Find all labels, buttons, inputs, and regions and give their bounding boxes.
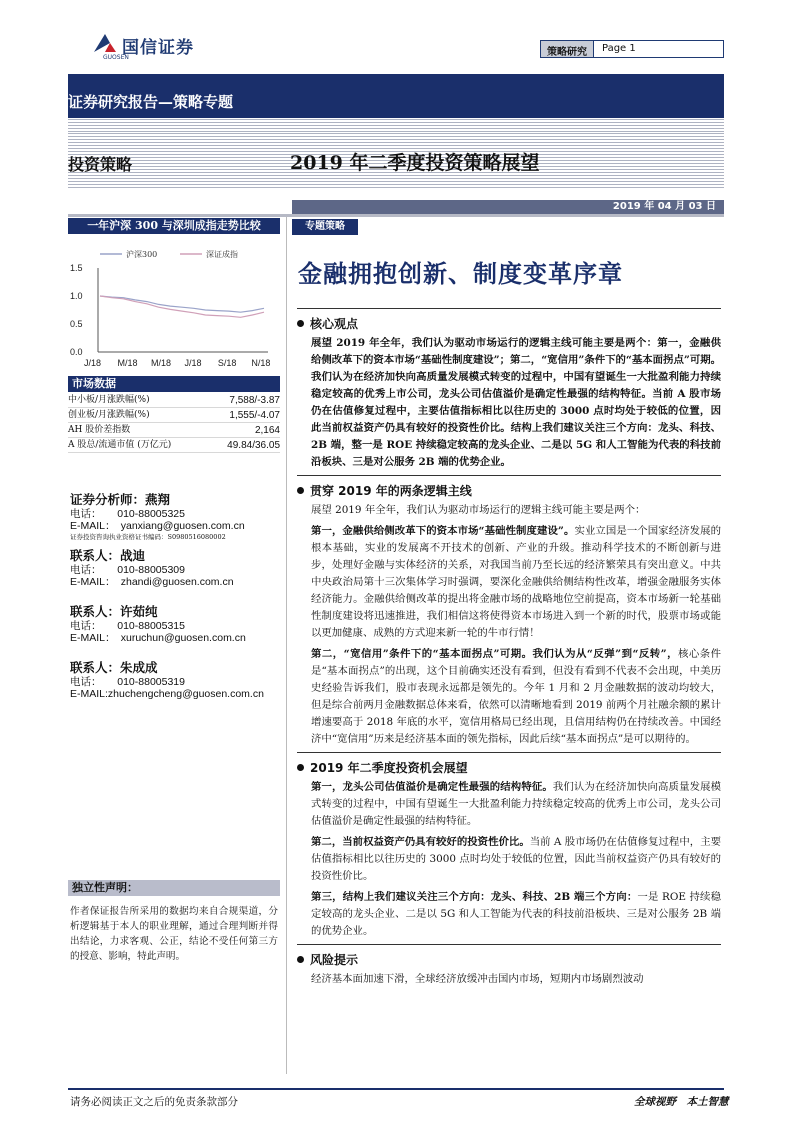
company-logo-sub: GUOSEN (103, 54, 129, 61)
footer-disclaimer: 请务必阅读正文之后的免责条款部分 (70, 1096, 238, 1108)
paragraph-text: 一是 ROE 持续稳定较高的龙头企业、二是以 5G 和人工智能为代表的科技前沿板块、三是对公服务 2B 端的优势企业。 (311, 891, 721, 937)
body-paragraph (297, 834, 721, 885)
market-row (68, 393, 280, 408)
analyst-role: 联系人： (70, 548, 121, 563)
analyst-email[interactable]: E-MAIL： xuruchun@guosen.com.cn (70, 632, 246, 644)
body-paragraph (297, 523, 721, 642)
paragraph-lead: 第一，金融供给侧改革下的资本市场“基础性制度建设”。 (311, 525, 575, 537)
paragraph-lead: 第二，当前权益资产仍具有较好的投资性价比。 (311, 836, 530, 848)
header-tag-box (540, 40, 724, 58)
analyst-phone: 电话： 010-88005325 (70, 508, 185, 520)
paragraph-text: 实业立国是一个国家经济发展的根本基础，实业的发展离不开技术的创新、产业的升级。推动科学技术的不断创新与进步，处理好金融与实体经济的关系，对我国当前乃至长远的经济繁荣具有突出意义。中共中央政治局第十三次集体学习时强调，要深化金融供给侧结构性改革，增强金融服务实体经济能力。金融供给侧改革的提出将金融市场的战略地位空前提高，资本市场新一轮基础性制度建设将迅速推进，我们相信这将使得资本市场进入到一个新的时代，股票市场或能以更加健康、成熟的方式迎来新一轮的牛市行情！ (311, 525, 722, 639)
analyst-cert: 证券投资咨询执业资格证书编码：S0980516080002 (70, 533, 226, 541)
market-row (68, 438, 280, 453)
guosen-logo-icon (94, 34, 116, 52)
chart-legend-label: 深证成指 (206, 250, 238, 259)
section-heading (297, 752, 721, 776)
market-data-title: 市场数据 (68, 376, 280, 392)
analyst-phone: 电话： 010-88005315 (70, 620, 185, 632)
bullet-icon (297, 764, 304, 771)
body-paragraph (297, 779, 721, 830)
analyst-name (70, 490, 286, 508)
section-heading (297, 308, 721, 332)
market-data-table (68, 393, 280, 453)
analyst-block (70, 490, 286, 542)
topic-tag: 专题策略 (292, 219, 358, 235)
chart-series-line (100, 296, 264, 312)
paragraph-text: 核心条件是“基本面拐点”的出现，这个目前确实还没有看到，但没有看到不代表不会出现，中美历史经验告诉我们，股市表现永远都是领先的。今年 1 月和 2 月金融数据的波动均较大，但是综合前两月金融数据总体来看，依然可以清晰地看到 2019 前两个月社融余额的累计增速要高于 2018 年底的水平，宽信用格局已经出现，且信用结构仍在持续改善。中国经济中“宽信用”历来是经济基本面的领先指标，因此后续“基本面拐点”是可以期待的。 (311, 648, 722, 745)
analyst-name (70, 658, 286, 676)
chart-x-tick-label: N/18 (251, 358, 271, 368)
analyst-name-text: 燕翔 (145, 492, 171, 507)
company-logo-text: 国信证券 (122, 38, 194, 58)
section-label: 投资策略 (68, 155, 133, 174)
section-heading-text: 风险提示 (310, 953, 359, 967)
chart-y-tick-label: 1.5 (70, 263, 83, 273)
report-title: 2019 年二季度投资策略展望 (290, 152, 540, 174)
section-heading-text: 贯穿 2019 年的两条逻辑主线 (310, 484, 472, 498)
chart-x-tick-label: J/18 (84, 358, 102, 368)
analyst-block (70, 658, 286, 700)
chart-x-tick-label: M/18 (117, 358, 138, 368)
market-row (68, 408, 280, 423)
main-content (297, 308, 721, 992)
chart-x-tick-label: S/18 (217, 358, 237, 368)
analyst-role: 联系人： (70, 604, 121, 619)
paragraph-lead: 第一，龙头公司估值溢价是确定性最强的结构特征。 (311, 781, 553, 793)
report-type: 证券研究报告—策略专题 (68, 93, 234, 111)
body-paragraph: 展望 2019 年全年，我们认为驱动市场运行的逻辑主线可能主要是两个： (311, 504, 646, 516)
paragraph-text: 我们认为在经济加快向高质量发展模式转变的过程中，中国有望诞生一大批盈利能力持续稳定较高的优秀上市公司，龙头公司估值溢价是确定性最强的结构特征。 (311, 781, 722, 827)
analyst-email[interactable]: E-MAIL:zhuchengcheng@guosen.com.cn (70, 688, 264, 700)
analyst-email[interactable]: E-MAIL： zhandi@guosen.com.cn (70, 576, 234, 588)
bullet-icon (297, 320, 304, 327)
page-number: Page 1 (602, 43, 636, 54)
column-divider (286, 217, 287, 1074)
index-chart (68, 236, 280, 370)
section-heading-text: 2019 年二季度投资机会展望 (310, 761, 468, 775)
analyst-name (70, 546, 286, 564)
market-row-label: 创业板/月涨跌幅(%) (68, 410, 150, 420)
market-row-label: 中小板/月涨跌幅(%) (68, 395, 150, 405)
analyst-role: 证券分析师： (70, 492, 146, 507)
paragraph-text: 当前 A 股市场仍在估值修复过程中，主要估值指标相比以往历史的 3000 点时均处于较低的位置，因此当前权益资产仍具有较好的投资性价比。 (311, 836, 721, 882)
analyst-block (70, 546, 286, 588)
analyst-phone: 电话： 010-88005309 (70, 564, 185, 576)
key-view-paragraph: 展望 2019 年全年，我们认为驱动市场运行的逻辑主线可能主要是两个：第一，金融供给侧改革下的资本市场“基础性制度建设”；第二，“宽信用”条件下的“基本面拐点”可期。我们认为在经济加快向高质量发展模式转变的过程中，中国有望诞生一大批盈利能力持续稳定较高的优秀上市公司，龙头公司估值溢价是确定性最强的结构特征。当前 A 股市场仍在估值修复过程中，主要估值指标相比以往历史的 3000 点时均处于较低的位置，因此当前权益资产仍具有较好的投资性价比。结构上我们建议关注三个方向：龙头、科技、2B 端，整一是 ROE 持续稳定较高的龙头企业、二是以 5G 和人工智能为代表的科技前沿板块、三是对公服务 2B 端的优势企业。 (311, 337, 721, 468)
body-paragraph (297, 646, 721, 748)
footer-slogan: 全球视野 本土智慧 (634, 1096, 729, 1108)
analyst-role: 联系人： (70, 660, 121, 675)
analyst-block (70, 602, 286, 644)
bullet-icon (297, 487, 304, 494)
paragraph-lead: 第三，结构上我们建议关注三个方向：龙头、科技、2B 端三个方向： (311, 891, 638, 903)
market-row-value: 7,588/-3.87 (229, 395, 280, 406)
analyst-name-text: 战迪 (120, 548, 146, 563)
headline: 金融拥抱创新、制度变革序章 (298, 259, 623, 288)
chart-title: 一年沪深 300 与深圳成指走势比较 (68, 218, 280, 234)
section-heading (297, 475, 721, 499)
chart-x-tick-label: J/18 (184, 358, 202, 368)
market-row-value: 49.84/36.05 (227, 440, 280, 451)
chart-legend-label: 沪深300 (126, 250, 158, 259)
chart-x-tick-label: M/18 (150, 358, 171, 368)
market-row (68, 423, 280, 438)
section-heading-text: 核心观点 (310, 317, 359, 331)
chart-y-tick-label: 1.0 (70, 291, 83, 301)
market-row-value: 1,555/-4.07 (229, 410, 280, 421)
body-paragraph (297, 889, 721, 940)
category-label: 策略研究 (541, 41, 594, 57)
hatch-divider (68, 118, 724, 132)
chart-svg (68, 236, 280, 370)
independence-title: 独立性声明： (68, 880, 280, 896)
risk-paragraph: 经济基本面加速下滑，全球经济放缓冲击国内市场，短期内市场剧烈波动 (311, 973, 644, 985)
analyst-contacts (70, 486, 286, 700)
analyst-name-text: 朱成成 (120, 660, 158, 675)
market-row-label: AH 股价差指数 (68, 425, 131, 435)
analyst-name-text: 许茹纯 (120, 604, 158, 619)
market-row-label: A 股总/流通市值 (万亿元) (68, 440, 172, 450)
analyst-email[interactable]: E-MAIL： yanxiang@guosen.com.cn (70, 520, 245, 532)
chart-y-tick-label: 0.5 (70, 319, 83, 329)
analyst-phone: 电话： 010-88005319 (70, 676, 185, 688)
section-heading (297, 944, 721, 968)
divider-line (68, 214, 724, 217)
analyst-name (70, 602, 286, 620)
market-row-value: 2,164 (254, 425, 280, 436)
footer-line (68, 1088, 724, 1090)
report-date: 2019 年 04 月 03 日 (292, 200, 724, 214)
chart-y-tick-label: 0.0 (70, 347, 83, 357)
bullet-icon (297, 956, 304, 963)
paragraph-lead: 第二，“宽信用”条件下的“基本面拐点”可期。我们认为从“反弹”到“反转”， (311, 648, 678, 660)
independence-text: 作者保证报告所采用的数据均来自合规渠道，分析逻辑基于本人的职业理解，通过合理判断并得出结论，力求客观、公正，结论不受任何第三方的授意、影响，特此声明。 (70, 906, 278, 962)
